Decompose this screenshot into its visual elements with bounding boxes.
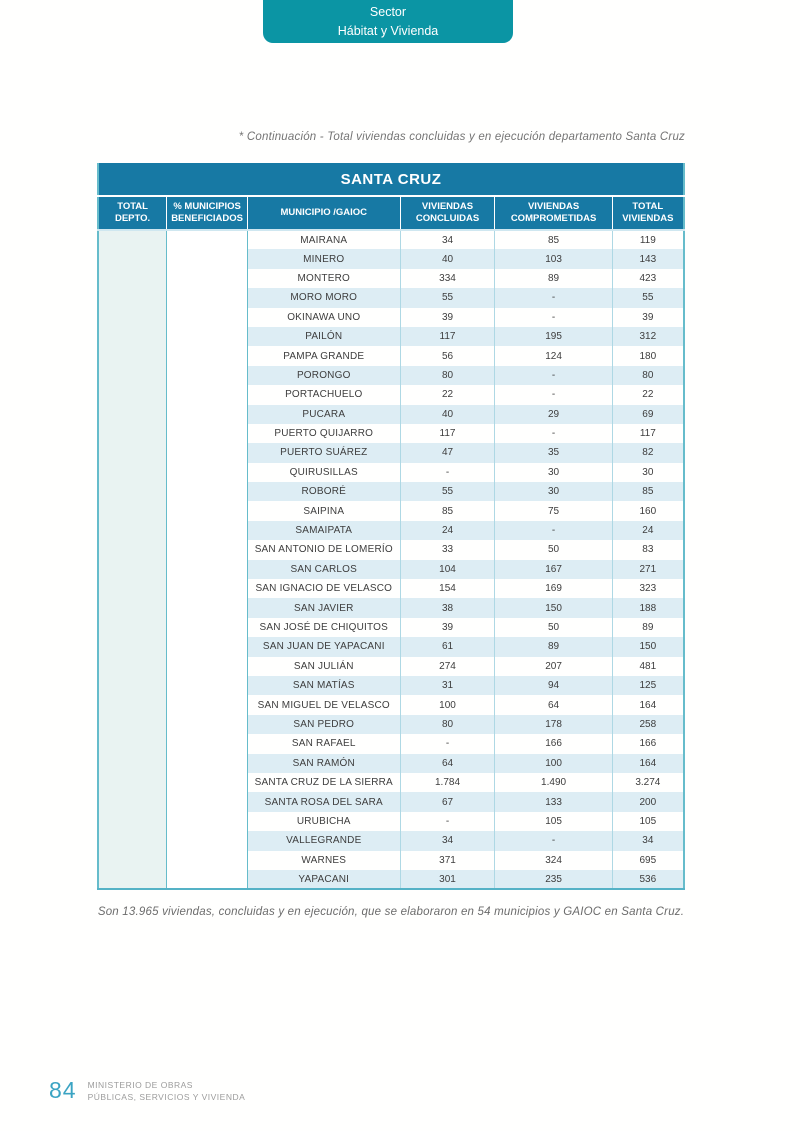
value-cell: 85 bbox=[400, 501, 495, 520]
value-cell: 180 bbox=[612, 346, 684, 365]
municipality-name: SAN RAMÓN bbox=[248, 754, 401, 773]
value-cell: 24 bbox=[612, 521, 684, 540]
municipality-name: SAN JOSÉ DE CHIQUITOS bbox=[259, 622, 388, 633]
municipality-name: SANTA CRUZ DE LA SIERRA bbox=[254, 777, 393, 789]
value-cell: 89 bbox=[495, 269, 612, 288]
value-cell: 695 bbox=[612, 851, 684, 870]
value-cell: 39 bbox=[400, 308, 495, 327]
value-cell: 1.490 bbox=[495, 773, 612, 792]
column-header-4: VIVIENDAS COMPROMETIDAS bbox=[495, 196, 612, 230]
page-number: 84 bbox=[49, 1077, 77, 1103]
value-cell: 481 bbox=[612, 657, 684, 676]
municipality-name: SAN JAVIER bbox=[248, 598, 401, 617]
value-cell: 30 bbox=[495, 482, 612, 501]
value-cell: 34 bbox=[612, 831, 684, 850]
value-cell: 89 bbox=[612, 618, 684, 637]
value-cell: 80 bbox=[400, 366, 495, 385]
page-footer bbox=[49, 1077, 245, 1104]
municipality-name: WARNES bbox=[301, 854, 347, 866]
municipality-name: SAN JUAN DE YAPACANI bbox=[248, 637, 401, 656]
value-cell: 22 bbox=[400, 385, 495, 404]
ministry-line-1: MINISTERIO DE OBRAS bbox=[87, 1080, 193, 1090]
value-cell: 80 bbox=[400, 715, 495, 734]
table-row bbox=[98, 230, 684, 249]
value-cell: 423 bbox=[612, 269, 684, 288]
table-caption: * Continuación - Total viviendas concluidas y en ejecución departamento Santa Cruz bbox=[238, 131, 685, 143]
column-header-2: MUNICIPIO /GAIOC bbox=[248, 196, 401, 230]
municipality-name: PUERTO QUIJARRO bbox=[274, 428, 374, 440]
sector-header-tab bbox=[263, 0, 513, 43]
ministry-name bbox=[88, 1080, 246, 1104]
value-cell: 29 bbox=[495, 405, 612, 424]
value-cell: 164 bbox=[612, 695, 684, 714]
value-cell: 323 bbox=[612, 579, 684, 598]
value-cell: 166 bbox=[612, 734, 684, 753]
municipality-name: YAPACANI bbox=[248, 870, 401, 889]
value-cell: 100 bbox=[495, 754, 612, 773]
value-cell: - bbox=[495, 366, 612, 385]
value-cell: 40 bbox=[400, 405, 495, 424]
value-cell: 160 bbox=[612, 501, 684, 520]
value-cell: 119 bbox=[612, 230, 684, 249]
value-cell: 301 bbox=[400, 870, 495, 889]
total-depto-cell bbox=[98, 230, 167, 889]
value-cell: 85 bbox=[495, 230, 612, 249]
value-cell: 143 bbox=[612, 249, 684, 268]
sector-title: Hábitat y Vivienda bbox=[337, 23, 439, 38]
value-cell: 69 bbox=[612, 405, 684, 424]
column-header-1: % MUNICIPIOS BENEFICIADOS bbox=[167, 196, 248, 230]
value-cell: - bbox=[495, 424, 612, 443]
value-cell: - bbox=[400, 463, 495, 482]
value-cell: 89 bbox=[495, 637, 612, 656]
value-cell: 125 bbox=[612, 676, 684, 695]
value-cell: 39 bbox=[612, 308, 684, 327]
value-cell: 133 bbox=[495, 792, 612, 811]
value-cell: 207 bbox=[495, 657, 612, 676]
column-header-0: TOTAL DEPTO. bbox=[98, 196, 167, 230]
value-cell: 64 bbox=[400, 754, 495, 773]
column-header-3: VIVIENDAS CONCLUIDAS bbox=[400, 196, 495, 230]
municipality-name: SAN RAFAEL bbox=[291, 738, 356, 750]
municipality-name: MONTERO bbox=[297, 272, 351, 284]
municipality-name: URUBICHA bbox=[296, 815, 351, 827]
municipality-name: SAIPINA bbox=[303, 505, 345, 517]
value-cell: 195 bbox=[495, 327, 612, 346]
value-cell: 34 bbox=[400, 230, 495, 249]
santa-cruz-table bbox=[97, 163, 685, 890]
value-cell: 55 bbox=[400, 288, 495, 307]
value-cell: - bbox=[495, 521, 612, 540]
value-cell: 1.784 bbox=[400, 773, 495, 792]
value-cell: 34 bbox=[400, 831, 495, 850]
value-cell: 55 bbox=[400, 482, 495, 501]
value-cell: 166 bbox=[495, 734, 612, 753]
municipality-name: PAMPA GRANDE bbox=[283, 350, 365, 362]
municipality-name: PORTACHUELO bbox=[285, 389, 363, 401]
municipality-name: PAILÓN bbox=[248, 327, 401, 346]
municipality-name: SAN JULIÁN bbox=[293, 660, 354, 672]
value-cell: 61 bbox=[400, 637, 495, 656]
value-cell: 94 bbox=[495, 676, 612, 695]
municipality-name: SAN ANTONIO DE LOMERÍO bbox=[254, 544, 393, 556]
value-cell: - bbox=[400, 734, 495, 753]
value-cell: 200 bbox=[612, 792, 684, 811]
value-cell: 105 bbox=[612, 812, 684, 831]
value-cell: - bbox=[495, 288, 612, 307]
value-cell: 178 bbox=[495, 715, 612, 734]
value-cell: 80 bbox=[612, 366, 684, 385]
value-cell: 67 bbox=[400, 792, 495, 811]
value-cell: 100 bbox=[400, 695, 495, 714]
value-cell: 64 bbox=[495, 695, 612, 714]
table-body bbox=[98, 230, 684, 889]
municipality-name: VALLEGRANDE bbox=[248, 831, 401, 850]
summary-note: Son 13.965 viviendas, concluidas y en ejecución, que se elaboraron en 54 municipios y GAIOC en Santa Cruz. bbox=[97, 906, 685, 918]
value-cell: 39 bbox=[400, 618, 495, 637]
value-cell: 334 bbox=[400, 269, 495, 288]
municipality-name: SANTA ROSA DEL SARA bbox=[248, 792, 401, 811]
value-cell: 117 bbox=[400, 327, 495, 346]
value-cell: 50 bbox=[495, 540, 612, 559]
pct-municipios-cell bbox=[167, 230, 248, 889]
value-cell: - bbox=[495, 308, 612, 327]
value-cell: 169 bbox=[495, 579, 612, 598]
value-cell: 30 bbox=[612, 463, 684, 482]
value-cell: 154 bbox=[400, 579, 495, 598]
municipality-name: SAN PEDRO bbox=[248, 715, 401, 734]
table-header bbox=[98, 163, 684, 230]
value-cell: - bbox=[400, 812, 495, 831]
municipality-name: SAN CARLOS bbox=[248, 560, 401, 579]
value-cell: 55 bbox=[612, 288, 684, 307]
value-cell: 258 bbox=[612, 715, 684, 734]
value-cell: 82 bbox=[612, 443, 684, 462]
municipality-name: PUCARA bbox=[248, 405, 401, 424]
value-cell: 124 bbox=[495, 346, 612, 365]
value-cell: 188 bbox=[612, 598, 684, 617]
value-cell: 35 bbox=[495, 443, 612, 462]
value-cell: 50 bbox=[495, 618, 612, 637]
table-title-row bbox=[98, 163, 684, 196]
municipality-name: PORONGO bbox=[248, 366, 401, 385]
municipality-name: PUERTO SUÁREZ bbox=[248, 443, 401, 462]
value-cell: 167 bbox=[495, 560, 612, 579]
municipality-name: SAN MATÍAS bbox=[248, 676, 401, 695]
column-header-5: TOTAL VIVIENDAS bbox=[612, 196, 684, 230]
municipality-name: QUIRUSILLAS bbox=[289, 466, 358, 478]
value-cell: - bbox=[495, 385, 612, 404]
value-cell: 235 bbox=[495, 870, 612, 889]
value-cell: 22 bbox=[612, 385, 684, 404]
sector-label: Sector bbox=[369, 5, 407, 20]
municipality-name: MINERO bbox=[248, 249, 401, 268]
value-cell: 371 bbox=[400, 851, 495, 870]
value-cell: 3.274 bbox=[612, 773, 684, 792]
value-cell: 30 bbox=[495, 463, 612, 482]
municipality-name: ROBORÉ bbox=[248, 482, 401, 501]
municipality-name: SAN MIGUEL DE VELASCO bbox=[257, 699, 390, 711]
value-cell: 33 bbox=[400, 540, 495, 559]
column-header-row bbox=[98, 196, 684, 230]
value-cell: 150 bbox=[612, 637, 684, 656]
value-cell: 150 bbox=[495, 598, 612, 617]
value-cell: 85 bbox=[612, 482, 684, 501]
value-cell: 117 bbox=[400, 424, 495, 443]
municipality-name: SAN IGNACIO DE VELASCO bbox=[255, 583, 393, 595]
value-cell: 104 bbox=[400, 560, 495, 579]
value-cell: 40 bbox=[400, 249, 495, 268]
value-cell: 38 bbox=[400, 598, 495, 617]
value-cell: 47 bbox=[400, 443, 495, 462]
value-cell: 274 bbox=[400, 657, 495, 676]
value-cell: - bbox=[495, 831, 612, 850]
value-cell: 324 bbox=[495, 851, 612, 870]
value-cell: 103 bbox=[495, 249, 612, 268]
value-cell: 56 bbox=[400, 346, 495, 365]
value-cell: 24 bbox=[400, 521, 495, 540]
municipality-name: OKINAWA UNO bbox=[287, 311, 361, 323]
value-cell: 164 bbox=[612, 754, 684, 773]
value-cell: 31 bbox=[400, 676, 495, 695]
value-cell: 117 bbox=[612, 424, 684, 443]
value-cell: 536 bbox=[612, 870, 684, 889]
table-title: SANTA CRUZ bbox=[98, 163, 684, 196]
municipality-name: MAIRANA bbox=[300, 234, 348, 246]
value-cell: 75 bbox=[495, 501, 612, 520]
ministry-line-2: PÚBLICAS, SERVICIOS Y VIVIENDA bbox=[87, 1091, 246, 1102]
municipality-name: MORO MORO bbox=[248, 288, 401, 307]
value-cell: 271 bbox=[612, 560, 684, 579]
value-cell: 105 bbox=[495, 812, 612, 831]
municipality-name: SAMAIPATA bbox=[248, 521, 401, 540]
value-cell: 312 bbox=[612, 327, 684, 346]
value-cell: 83 bbox=[612, 540, 684, 559]
